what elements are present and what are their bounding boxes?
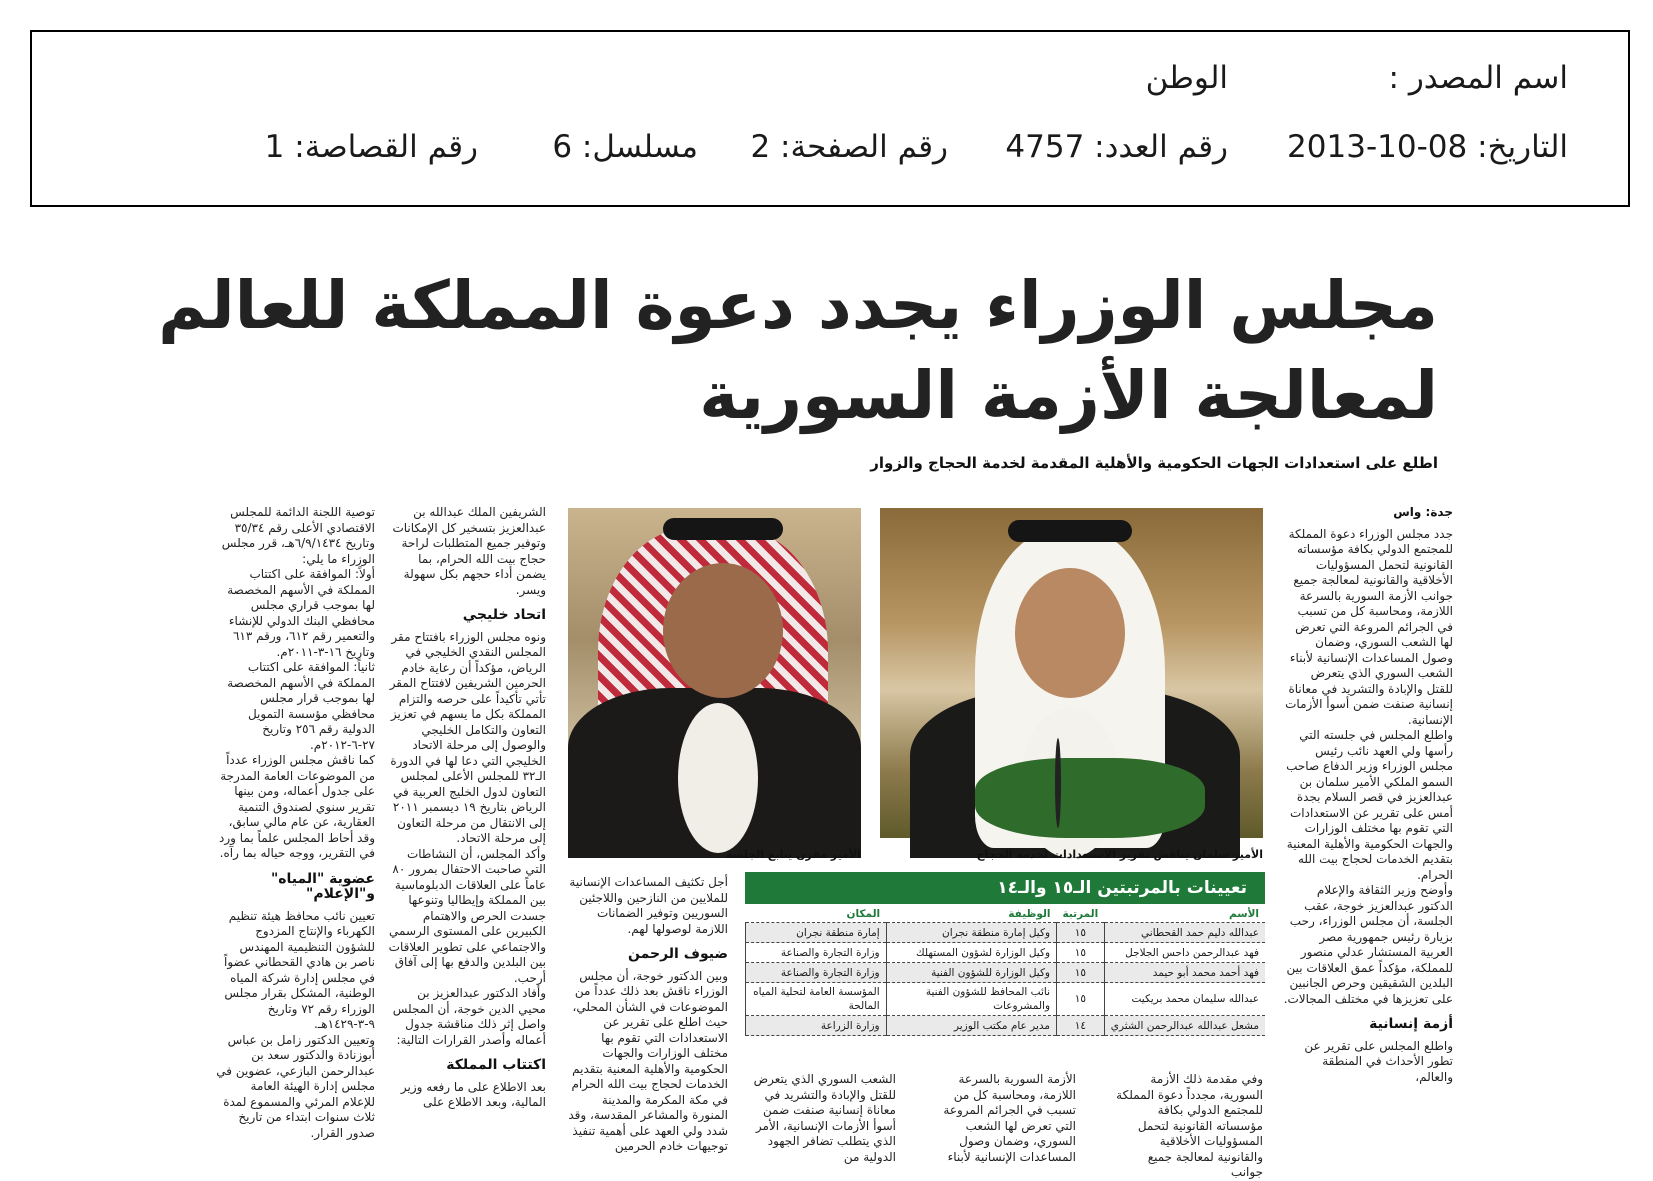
- paragraph: وبين الدكتور خوجة، أن مجلس الوزراء ناقش بعد ذلك عدداً من الموضوعات في الشأن المحلي، حيث اطلع على تقرير عن الاستعدادات التي تقوم بها مختلف الوزارات والجهات الحكومية والأهلية المعنية بتقديم الخدمات لحجاج بيت الله الحرام في مكة المكرمة والمدينة المنورة والمشاعر المقدسة، وقد شدد ولي العهد على أهمية تنفيذ توجيهات خادم الحرمين: [568, 968, 728, 1153]
- cell-name: عبدالله دليم حمد القحطاني: [1104, 923, 1265, 943]
- serial-number: مسلسل: 6: [552, 129, 698, 165]
- photo-figure-agal: [1008, 520, 1132, 542]
- headline-line-2: لمعالجة الأزمة السورية: [699, 357, 1438, 434]
- article-column-3: [215, 505, 375, 1155]
- photo-caption-1: الأمير سلمان يناقش تقرير الاستعدادات لخدمة الحجاج: [976, 848, 1263, 861]
- cell-position: مدير عام مكتب الوزير: [886, 1016, 1056, 1036]
- header-place: المكان: [746, 906, 887, 923]
- table-header-row: [746, 906, 1266, 923]
- photo-plant: [975, 758, 1205, 838]
- photo-figure-thobe: [678, 703, 758, 853]
- cell-place: المؤسسة العامة لتحلية المياه المالحة: [746, 983, 887, 1016]
- table-row: [746, 1016, 1266, 1036]
- paragraph: ونوه مجلس الوزراء بافتتاح مقر المجلس النقدي الخليجي في الرياض، مؤكداً أن رعاية خادم الحرمين الشريفين لافتتاح المقر تأتي تأكيداً على حرصه والتزام المملكة بكل ما يسهم في تعزيز التعاون والتكامل الخليجي والوصول إلى مرحلة الاتحاد الخليجي التي دعا لها في الدورة الـ٣٢ للمجلس الأعلى لمجلس التعاون لدول الخليج العربية في الرياض بتاريخ ١٩ ديسمبر ٢٠١١ إلى الانتقال من مرحلة التعاون إلى مرحلة الاتحاد.: [389, 629, 546, 845]
- article-column-1: [1283, 505, 1453, 1155]
- cell-rank: ١٥: [1057, 963, 1105, 983]
- photo-figure-agal: [663, 518, 783, 540]
- paragraph: وتعيين الدكتور زامل بن عباس أبوزنادة والدكتور سعد بن عبدالرحمن البازعي، عضوين في مجلس إدارة الهيئة العامة للإعلام المرئي والمسموع لمدة ثلاث سنوات ابتداء من تاريخ صدور القرار.: [216, 1032, 375, 1140]
- cell-rank: ١٥: [1057, 923, 1105, 943]
- issue-number: رقم العدد: 4757: [1005, 129, 1228, 165]
- cell-name: مشعل عبدالله عبدالرحمن الشثري: [1104, 1016, 1265, 1036]
- cell-position: وكيل إمارة منطقة نجران: [886, 923, 1056, 943]
- paragraph: كما ناقش مجلس الوزراء عدداً من الموضوعات العامة المدرجة على جدول أعماله، ومن بينها تقرير سنوي لصندوق التنمية العقارية، عن عام مالي سابق، وقد أحاط المجلس علماً بما ورد في التقرير، ووجه حياله بما رآه.: [219, 753, 375, 860]
- header-position: الوظيفة: [886, 906, 1056, 923]
- photo-figure-face: [663, 563, 783, 698]
- section-heading: أزمة إنسانية: [1369, 1016, 1453, 1032]
- paragraph: واطلع المجلس على تقرير عن تطور الأحداث في المنطقة والعالم،: [1304, 1038, 1453, 1084]
- section-heading: ضيوف الرحمن: [628, 946, 728, 962]
- headline-line-1: مجلس الوزراء يجدد دعوة المملكة للعالم: [158, 267, 1438, 344]
- source-label: اسم المصدر :: [1388, 60, 1568, 96]
- cell-rank: ١٥: [1057, 943, 1105, 963]
- photo-microphone: [1055, 738, 1061, 828]
- page-number: رقم الصفحة: 2: [750, 129, 948, 165]
- section-heading: اكتتاب المملكة: [446, 1057, 546, 1073]
- appointments-table: [745, 906, 1265, 1036]
- photo-caption-2: الأمير مقرن يتابع الجلسة: [725, 848, 861, 861]
- cell-rank: ١٤: [1057, 1016, 1105, 1036]
- dateline: جدة: واس: [1393, 505, 1453, 519]
- paragraph: توصية اللجنة الدائمة للمجلس الاقتصادي الأعلى رقم ٣٥/٣٤ وتاريخ ٦/٩/١٤٣٤هـ، قرر مجلس الوزراء ما يلي:: [221, 505, 375, 566]
- source-value: الوطن: [1145, 60, 1228, 96]
- cell-name: فهد أحمد محمد أبو حيمد: [1104, 963, 1265, 983]
- cell-position: وكيل الوزارة لشؤون المستهلك: [886, 943, 1056, 963]
- date-field: التاريخ: 08-10-2013: [1287, 129, 1568, 165]
- table-title: تعيينات بالمرتبتين الـ١٥ والـ١٤: [745, 872, 1265, 904]
- photo-prince-salman: [880, 508, 1263, 838]
- article-bottom-column-3: الشعب السوري الذي يتعرض للقتل والإبادة والتشريد في معاناة إنسانية صنفت ضمن أسوأ الأزمات الإنسانية، الأمر الذي يتطلب تضافر الجهود الدولية من: [753, 1072, 896, 1164]
- paragraph: جدد مجلس الوزراء دعوة المملكة للمجتمع الدولي بكافة مؤسساته القانونية لتحمل المسؤوليات الأخلاقية والقانونية لمعالجة جميع جوانب الأزمة السورية بالسرعة اللازمة، ومحاسبة كل من تسبب في الجرائم المروعة التي تعرض لها الشعب السوري، وضمان وصول المساعدات الإنسانية لأبناء الشعب السوري الذي يتعرض للقتل والإبادة والتشريد في معاناة إنسانية صنفت ضمن أسوأ الأزمات الإنسانية.: [1285, 526, 1453, 727]
- cell-place: وزارة التجارة والصناعة: [746, 963, 887, 983]
- cell-place: وزارة التجارة والصناعة: [746, 943, 887, 963]
- article-column-4: [568, 875, 728, 1155]
- cell-name: فهد عبدالرحمن داحس الجلاجل: [1104, 943, 1265, 963]
- paragraph: وأفاد الدكتور عبدالعزيز بن محيي الدين خوجة، أن المجلس واصل إثر ذلك مناقشة جدول أعماله وأصدر القرارات التالية:: [392, 986, 546, 1047]
- paragraph: ثانياً: الموافقة على اكتتاب المملكة في الأسهم المخصصة لها بموجب قرار مجلس محافظي مؤسسة التمويل الدولية رقم ٢٥٦ وتاريخ ٢٧-٦-٢٠١٢م.: [227, 660, 375, 752]
- article-column-2: [388, 505, 546, 1155]
- table-row: [746, 983, 1266, 1016]
- appointments-table-box: [745, 872, 1265, 1057]
- header-rank: المرتبة: [1057, 906, 1105, 923]
- paragraph: واطلع المجلس في جلسته التي رأسها ولي العهد نائب رئيس مجلس الوزراء وزير الدفاع صاحب السمو الملكي الأمير سلمان بن عبدالعزيز في قصر السلام بجدة أمس على تقرير عن الاستعدادات التي تقوم بها مختلف الوزارات والجهات الحكومية والأهلية المعنية بتقديم الخدمات لحجاج بيت الله الحرام.: [1286, 728, 1453, 882]
- cell-position: نائب المحافظ للشؤون الفنية والمشروعات: [886, 983, 1056, 1016]
- cell-rank: ١٥: [1057, 983, 1105, 1016]
- article-bottom-column-1: وفي مقدمة ذلك الأزمة السورية، مجدداً دعوة المملكة للمجتمع الدولي بكافة مؤسساته القانونية لتحمل المسؤوليات الأخلاقية والقانونية لمعالجة جميع جوانب: [1116, 1072, 1263, 1179]
- photo-prince-muqrin: [568, 508, 861, 838]
- section-heading: عضوية "المياه" و"الإعلام": [270, 870, 375, 902]
- paragraph: أجل تكثيف المساعدات الإنسانية للملايين من النازحين واللاجئين السوريين وتوفير الضمانات اللازمة لوصولها لهم.: [569, 875, 728, 936]
- table-row: [746, 943, 1266, 963]
- paragraph: بعد الاطلاع على ما رفعه وزير المالية، وبعد الاطلاع على: [400, 1079, 546, 1109]
- cell-name: عبدالله سليمان محمد بريكيت: [1104, 983, 1265, 1016]
- article-bottom-column-2: الأزمة السورية بالسرعة اللازمة، ومحاسبة كل من تسبب في الجرائم المروعة التي تعرض لها الشعب السوري، وضمان وصول المساعدات الإنسانية لأبناء: [943, 1072, 1076, 1164]
- subheadline: اطلع على استعدادات الجهات الحكومية والأهلية المقدمة لخدمة الحجاج والزوار: [870, 454, 1438, 472]
- paragraph: وأكد المجلس، أن النشاطات التي صاحبت الاحتفال بمرور ٨٠ عاماً على العلاقات الدبلوماسية بين المملكة وإيطاليا وتنوعها جسدت الحرص والاهتمام الكبيرين على المستوى الرسمي والاجتماعي على تطوير العلاقات بين البلدين والدفع بها إلى آفاق أرحب.: [388, 846, 546, 985]
- paragraph: تعيين نائب محافظ هيئة تنظيم الكهرباء والإنتاج المزدوج للشؤون التنظيمية المهندس ناصر بن هادي القحطاني عضواً في مجلس إدارة شركة المياه الوطنية، المشكل بقرار مجلس الوزراء رقم ٧٢ وتاريخ ٩-٣-١٤٢٩هـ.: [223, 908, 375, 1031]
- header-name: الأسم: [1104, 906, 1265, 923]
- table-row: [746, 923, 1266, 943]
- paragraph: أولاً: الموافقة على اكتتاب المملكة في الأسهم المخصصة لها بموجب قراري مجلس محافظي البنك الدولي للإنشاء والتعمير رقم ٦١٢، ورقم ٦١٣ وتاريخ ١٦-٣-٢٠١١م.: [227, 567, 375, 659]
- paragraph: الشريفين الملك عبدالله بن عبدالعزيز بتسخير كل الإمكانات وتوفير جميع المتطلبات لراحة حجاج بيت الله الحرام، بما يضمن أداء حجهم بكل سهولة ويسر.: [392, 505, 546, 597]
- clip-number: رقم القصاصة: 1: [264, 129, 478, 165]
- cell-place: إمارة منطقة نجران: [746, 923, 887, 943]
- cell-place: وزارة الزراعة: [746, 1016, 887, 1036]
- photo-figure-face: [1015, 568, 1125, 698]
- clipping-metadata-box: [30, 30, 1630, 207]
- table-row: [746, 963, 1266, 983]
- section-heading: اتحاد خليجي: [462, 607, 546, 623]
- cell-position: وكيل الوزارة للشؤون الفنية: [886, 963, 1056, 983]
- paragraph: وأوضح وزير الثقافة والإعلام الدكتور عبدالعزيز خوجة، عقب الجلسة، أن مجلس الوزراء، رحب بزيارة رئيس جمهورية مصر العربية المستشار عدلي منصور للمملكة، مؤكداً عمق العلاقات بين البلدين الشقيقين وحرص الجانبين على تعزيزها في مختلف المجالات.: [1283, 883, 1453, 1006]
